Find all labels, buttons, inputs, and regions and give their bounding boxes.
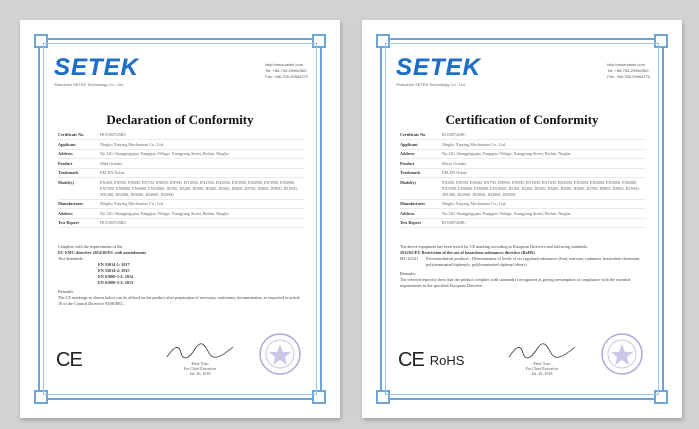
frame-corner xyxy=(312,34,326,48)
field-label: Address xyxy=(400,210,415,216)
field-value: No.120, Shangjingqiao, Fangqiao Village, Xiangyang Street, Beilun, Ningbo xyxy=(442,210,571,216)
contact-line: Tel: +86-755-29964360 xyxy=(607,68,649,73)
field-value: Ningbo Xinying Mechanism Co., Ltd. xyxy=(442,141,506,147)
certificate-right xyxy=(362,20,682,418)
fields-table xyxy=(400,132,646,230)
field-row xyxy=(58,161,304,169)
ce-mark-icon: CE xyxy=(56,349,82,371)
field-value: No.120, Shangjingqiao, Fangqiao Village, Xiangyang Street, Beilun, Ningbo xyxy=(100,151,229,156)
field-value: RO180726BC xyxy=(442,132,466,137)
signer-name: Peter Xiao xyxy=(533,361,551,366)
contact-block xyxy=(607,62,650,80)
field-label: Address xyxy=(58,210,73,216)
contact-line: http://www.setek.com xyxy=(265,62,303,67)
compliance-intro: The above equipment has been tested for CE marking according to European Directive and following standards: xyxy=(400,244,589,249)
field-label: Address xyxy=(58,151,73,156)
setek-logo: SETEK xyxy=(54,54,140,81)
signature-block xyxy=(502,343,582,376)
field-label: Test Report xyxy=(400,220,421,225)
seal-stamp-icon xyxy=(600,332,644,376)
remarks-text: The CE markings as shown below can be affixed on the product after preparation of necessary conformity documentation, as requested in article 10 of the Council Directive 93/68/EEC. xyxy=(58,295,301,306)
test-standards-label: IEC 62321 xyxy=(400,256,419,261)
field-value: Ningbo Xinying Mechanism Co., Ltd. xyxy=(100,141,164,147)
compliance-block xyxy=(400,244,646,289)
field-row xyxy=(400,180,646,200)
standard-item: EN 55014-1: 2017 xyxy=(98,262,130,267)
field-row xyxy=(58,151,304,159)
field-value: EELEN Nolan xyxy=(100,170,125,175)
signature-icon xyxy=(165,343,235,361)
field-row xyxy=(58,180,304,200)
contact-block xyxy=(265,62,308,80)
field-row xyxy=(400,142,646,150)
field-value: No.120, Shangjingqiao, Fangqiao Village, Xiangyang Street, Beilun, Ningbo xyxy=(100,210,229,216)
frame-corner xyxy=(376,390,390,404)
signer-title: For Chief Executive xyxy=(525,366,559,371)
field-row xyxy=(58,170,304,178)
contact-line: Tel: +86-755-29964360 xyxy=(265,68,307,73)
standards-text: Electrotechnical products - Determination of levels of six regulated substances (lead, mercury, cadmium, hexavalent chromium, polybrominated biphenyls, polybrominated diphenyl ethers) xyxy=(426,256,641,267)
field-value: Ningbo Xinying Mechanism Co., Ltd. xyxy=(442,201,506,206)
field-label: Address xyxy=(400,151,415,156)
rohs-mark-icon: RoHS xyxy=(429,353,465,368)
field-label: Manufacturer xyxy=(400,201,426,206)
field-label: Certificate No. xyxy=(400,132,427,137)
field-label: Test Report xyxy=(58,220,79,225)
certificate-title: Declaration of Conformity xyxy=(106,112,254,127)
field-value: Micro Grinder xyxy=(442,160,467,166)
field-label: Certificate No. xyxy=(58,132,85,137)
field-label: Product xyxy=(58,160,73,166)
certificate-left xyxy=(20,20,340,418)
standard-row xyxy=(400,256,646,268)
field-value: No.120, Shangjingqiao, Fangqiao Village, Xiangyang Street, Beilun, Ningbo xyxy=(442,151,571,156)
directive: EC EMC-directive 2014/30/EU with amendments xyxy=(58,250,147,255)
field-value: EN400, EN500, EN600, EN700, EN800, EN900, EN1000, EN1500, EN2000, EN3000, EN4000, EN5000, EN6000, EN7000, EN8000, EN9000, EN10000, JD100, JD200, JD300, JD400, JD500, JD600, JD700, JD800, JD900, JD1000, JD1500, JD2000, JD3000, JD4000, JD5000 xyxy=(442,179,640,197)
standard-item: EN 61000-3-3: 2013 xyxy=(98,280,134,285)
field-label: Trademark xyxy=(400,170,421,175)
certificate-title: Certification of Conformity xyxy=(445,112,599,127)
compliance-intro: Complies with the requirements of the xyxy=(58,244,123,249)
frame-corner xyxy=(654,390,668,404)
field-value: Mini Grinder xyxy=(100,160,123,166)
frame-corner xyxy=(34,34,48,48)
field-value: EN400, EN500, EN600, EN700, EN800, EN900, EN1000, EN1500, EN2000, EN3000, EN4000, EN5000, EN6000, EN7000, EN8000, EN9000, EN10000, JD100, JD200, JD300, JD400, JD500, JD600, JD700, JD800, JD900, JD1000, JD1500, JD2000, JD3000, JD4000, JD5000 xyxy=(100,179,298,197)
test-standards-label: Test Standards: xyxy=(58,256,84,261)
ce-mark-icon: CE xyxy=(398,349,424,371)
marks xyxy=(56,349,82,372)
standard-item: EN 61000-3-2: 2014 xyxy=(98,274,134,279)
frame-corner xyxy=(376,34,390,48)
remarks-label: Remarks: xyxy=(58,289,75,294)
marks xyxy=(398,349,464,372)
field-row xyxy=(58,211,304,219)
fields-table xyxy=(58,132,304,230)
signature-icon xyxy=(507,343,577,361)
field-row xyxy=(400,151,646,159)
remarks-text: The referred report(s) show that the product complies with standard(s) recognized as giving presumption of compliance with the essential requirements in the specified European Directive. xyxy=(400,277,631,288)
field-label: Manufacturer xyxy=(58,201,84,206)
sign-date: Jul. 26, 2018 xyxy=(189,371,211,376)
company-line: Shenzhen SETEK Technology Co., Ltd. xyxy=(396,82,466,87)
field-label: Applicant xyxy=(400,141,418,147)
field-value: RO180726BC xyxy=(442,220,466,225)
field-row xyxy=(400,201,646,209)
contact-line: Fax: +86-755-29964270 xyxy=(265,74,308,79)
field-row xyxy=(400,170,646,178)
field-value: HCS180726BC xyxy=(100,132,127,137)
field-row xyxy=(400,161,646,169)
signer-title: For Chief Executive xyxy=(183,366,217,371)
field-row xyxy=(400,211,646,219)
contact-line: http://www.setek.com xyxy=(607,62,645,67)
signature-block xyxy=(160,343,240,376)
standard-item: EN 55014-2: 2015 xyxy=(98,268,130,273)
field-value: Ningbo Xinying Mechanism Co., Ltd. xyxy=(100,201,164,206)
frame-corner xyxy=(654,34,668,48)
compliance-block xyxy=(58,244,304,307)
directive: 2011/65/EU Restriction of the use of hazardous substances directive (RoHS) xyxy=(400,250,535,255)
field-label: Model(s) xyxy=(58,179,74,185)
seal-stamp-icon xyxy=(258,332,302,376)
setek-logo: SETEK xyxy=(396,54,482,81)
remarks-label: Remarks: xyxy=(400,271,417,276)
field-row xyxy=(58,201,304,209)
field-label: Model(s) xyxy=(400,179,416,185)
field-row xyxy=(58,142,304,150)
field-row xyxy=(58,220,304,228)
field-row xyxy=(400,220,646,228)
field-row xyxy=(58,132,304,140)
company-line: Shenzhen SETEK Technology Co., Ltd. xyxy=(54,82,124,87)
contact-line: Fax: +86-755-29964270 xyxy=(607,74,650,79)
frame-corner xyxy=(34,390,48,404)
signer-name: Peter Xiao xyxy=(191,361,209,366)
field-label: Applicant xyxy=(58,141,76,147)
frame-corner xyxy=(312,390,326,404)
field-value: HCS180726BC xyxy=(100,220,127,225)
field-label: Trademark xyxy=(58,170,79,175)
field-row xyxy=(400,132,646,140)
field-label: Product xyxy=(400,160,415,166)
field-value: EELEN Nolan xyxy=(442,170,467,175)
sign-date: Jul. 26, 2018 xyxy=(531,371,553,376)
